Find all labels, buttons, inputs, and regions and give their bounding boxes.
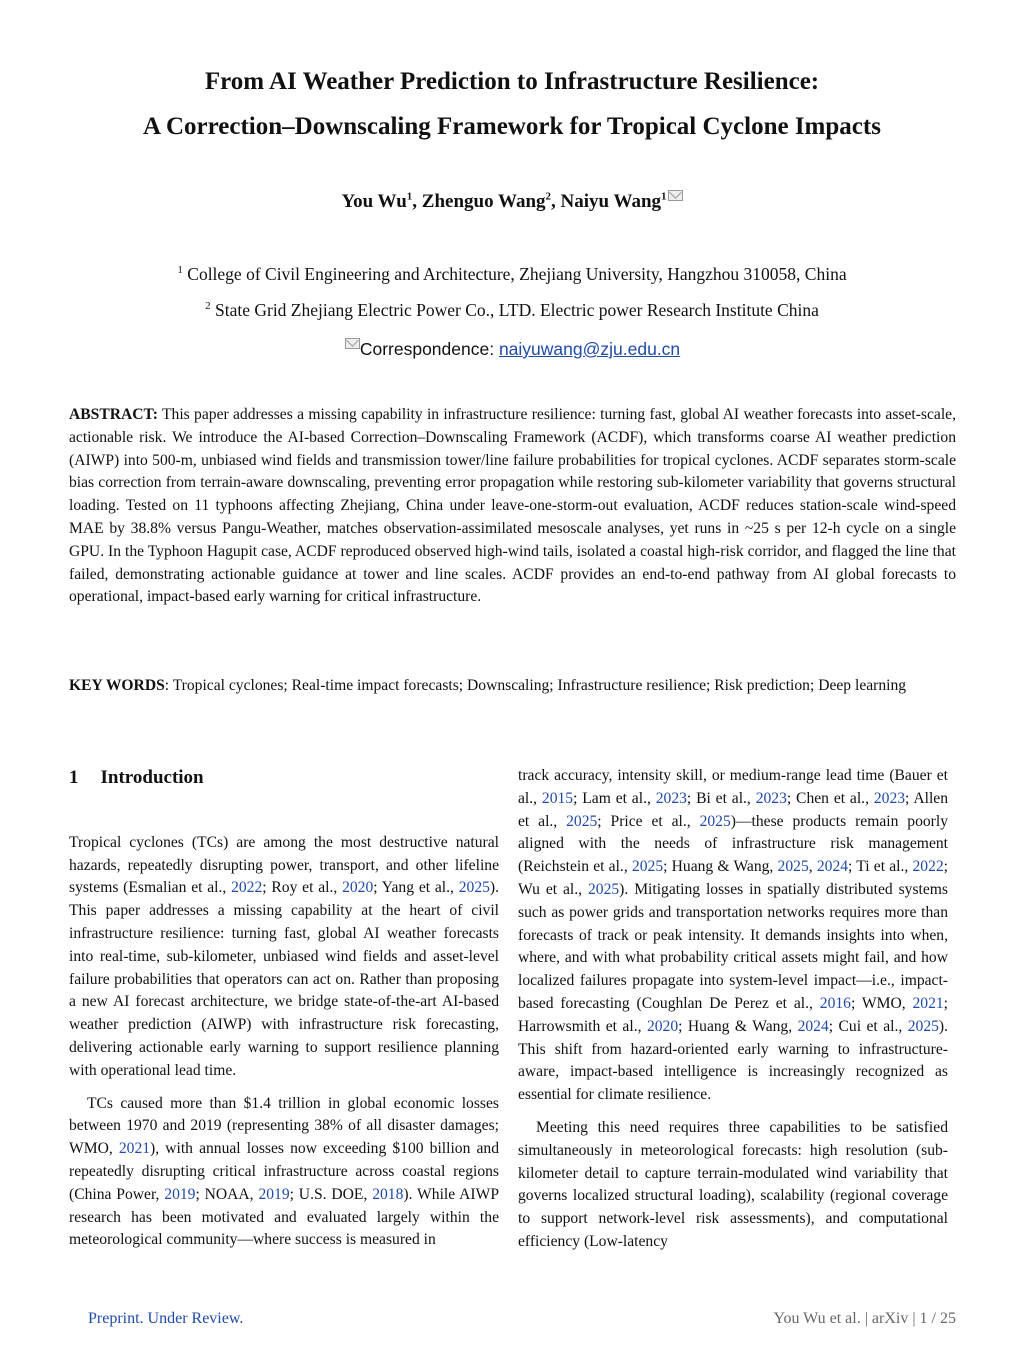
- author-name: You Wu: [341, 191, 407, 212]
- affiliation-text: College of Civil Engineering and Architecture, Zhejiang University, Hangzhou 310058, China: [187, 264, 847, 284]
- affiliation-1: [0, 264, 1024, 285]
- paragraph-text: ; Harrowsmith et al.,: [518, 994, 949, 1035]
- paragraph-text: ; NOAA,: [195, 1185, 259, 1203]
- paragraph-text: ; Cui et al.,: [828, 1017, 908, 1035]
- citation-year-link[interactable]: 2019: [164, 1185, 196, 1203]
- paragraph-text: ; Chen et al.,: [786, 789, 874, 807]
- correspondence-email-link[interactable]: naiyuwang@zju.edu.cn: [498, 339, 681, 359]
- paragraph-text: ). While AIWP research has been motivated and evaluated largely within the meteorological community—where success is measured in: [69, 1185, 499, 1249]
- affiliation-text: State Grid Zhejiang Electric Power Co., LTD. Electric power Research Institute China: [214, 300, 819, 320]
- paragraph-text: ). This shift from hazard-oriented early warning to infrastructure-aware, impact-based intelligence is increasingly recognized as essential for climate resilience.: [518, 1017, 948, 1104]
- citation-year-link[interactable]: 2019: [258, 1185, 290, 1203]
- paragraph-text: ; Yang et al.,: [373, 879, 459, 897]
- abstract: [69, 404, 956, 609]
- correspondence: [0, 338, 1024, 360]
- citation-year-link[interactable]: 2015: [541, 789, 574, 807]
- citation-year-link[interactable]: 2025: [458, 879, 490, 897]
- keywords: [69, 675, 956, 698]
- citation-year-link[interactable]: 2025: [631, 858, 664, 876]
- envelope-icon: [668, 190, 683, 201]
- abstract-text: This paper addresses a missing capability in infrastructure resilience: turning fast, global AI weather forecasts into asset-scale, actionable risk. We introduce the AI-based Correction–Downscaling Framework (ACDF), which transforms coarse AI weather prediction (AIWP) into 500-m, unbiased wind fields and transmission tower/line failure probabilities for tropical cyclones. ACDF separates storm-scale bias correction from terrain-aware downscaling, preventing error propagation while restoring sub-kilometer variability that governs structural loading. Tested on 11 typhoons affecting Zhejiang, China under leave-one-storm-out evaluation, ACDF reduces station-scale wind-speed MAE by 38.8% versus Pangu-Weather, matches observation-assimilated mesoscale analyses, yet runs in ~25 s per 12-h cycle on a single GPU. In the Typhoon Hagupit case, ACDF reproduced observed high-wind tails, isolated a coastal high-risk corridor, and flagged the line that failed, demonstrating actionable guidance at tower and line scales. ACDF provides an end-to-end pathway from AI global forecasts to operational, impact-based early warning for critical infrastructure.: [69, 406, 956, 606]
- paragraph-text: )—these products remain poorly aligned with the needs of infrastructure risk management (Reichstein et al.,: [518, 812, 948, 876]
- intro-paragraph-1: [69, 832, 499, 1083]
- author-name: Zhenguo Wang: [421, 191, 546, 212]
- citation-year-link[interactable]: 2023: [655, 789, 687, 807]
- paragraph-text: ; Allen et al.,: [518, 789, 948, 830]
- paragraph-text: ; Ti et al.,: [848, 858, 913, 876]
- affiliation-sup: 1: [177, 264, 183, 277]
- author-list: You Wu$^1$, Zhenguo Wang$^2$, Naiyu Wang$^1$: [0, 190, 1024, 213]
- keywords-label: KEY WORDS: [69, 677, 165, 694]
- author-affil-sup: 1: [406, 190, 413, 203]
- paragraph-text: ; Price et al.,: [597, 812, 700, 830]
- paragraph-text: ; Huang & Wang,: [663, 858, 778, 876]
- author-name: Naiyu Wang: [560, 191, 662, 212]
- paragraph-text: ; Lam et al.,: [573, 789, 656, 807]
- citation-year-link[interactable]: 2021: [912, 994, 944, 1012]
- citation-year-link[interactable]: 2022: [231, 879, 263, 897]
- author-affil-sup: 1: [661, 190, 667, 203]
- paragraph-text: ; Bi et al.,: [686, 789, 756, 807]
- paragraph-text: ; Huang & Wang,: [678, 1017, 798, 1035]
- citation-year-link[interactable]: 2025: [699, 812, 731, 830]
- citation-year-link[interactable]: 2025: [777, 858, 809, 876]
- author-affil-sup: 2: [545, 190, 552, 203]
- paragraph-text: ). Mitigating losses in spatially distributed systems such as power grids and transportation networks requires more than forecasts of track or peak intensity. It demands insights into when, where, and with what probability critical assets might fail, and how localized failures propagate into system-level impact—i.e., impact-based forecasting (Coughlan De Perez et al.,: [518, 880, 948, 1012]
- paragraph-text: ; Roy et al.,: [262, 879, 343, 897]
- citation-year-link[interactable]: 2023: [873, 789, 906, 807]
- section-title: Introduction: [100, 767, 204, 788]
- footer-preprint-note: Preprint. Under Review.: [88, 1310, 244, 1327]
- paragraph-text: TCs caused more than $1.4 trillion in global economic losses between 1970 and 2019 (representing 38% of all disaster damages; WMO,: [69, 1094, 499, 1158]
- paragraph-text: ; WMO,: [850, 994, 913, 1012]
- citation-year-link[interactable]: 2025: [907, 1017, 939, 1035]
- envelope-icon: [345, 338, 360, 349]
- left-column: [69, 765, 499, 1262]
- citation-year-link[interactable]: 2020: [646, 1017, 679, 1035]
- affiliation-2: [0, 300, 1024, 321]
- citation-year-link[interactable]: 2022: [912, 858, 944, 876]
- paper-title-line-1: From AI Weather Prediction to Infrastructure Resilience:: [204, 68, 820, 95]
- paragraph-text: track accuracy, intensity skill, or medium-range lead time (Bauer et al.,: [518, 767, 948, 807]
- paragraph-text: ), with annual losses now exceeding $100 billion and repeatedly disrupting critical infrastructure across coastal regions (China Power,: [69, 1140, 499, 1203]
- footer-page-info: You Wu et al. | arXiv | 1 / 25: [773, 1310, 956, 1327]
- section-heading: [69, 767, 499, 790]
- citation-year-link[interactable]: 2023: [755, 789, 787, 807]
- correspondence-label: Correspondence:: [359, 339, 499, 359]
- citation-year-link[interactable]: 2016: [819, 994, 851, 1012]
- paragraph-text: ; U.S. DOE,: [289, 1185, 373, 1203]
- citation-year-link[interactable]: 2024: [816, 858, 849, 876]
- paper-title-line-2: A Correction–Downscaling Framework for Tropical Cyclone Impacts: [143, 113, 881, 140]
- right-column: [518, 765, 948, 1264]
- affiliation-sup: 2: [205, 300, 211, 313]
- intro-paragraph-3: [518, 765, 948, 1107]
- abstract-label: ABSTRACT:: [69, 406, 158, 423]
- paragraph-text: Meeting this need requires three capabilities to be satisfied simultaneously in meteorological forecasts: high resolution (sub-kilometer detail to capture terrain-modulated wind variability that governs localized structural loading), scalability (regional coverage to support network-level risk assessments), and computational efficiency (Low-latency: [518, 1118, 948, 1250]
- paragraph-text: Tropical cyclones (TCs) are among the most destructive natural hazards, repeatedly disrupting power, transport, and other lifeline systems (Esmalian et al.,: [69, 833, 499, 897]
- citation-year-link[interactable]: 2021: [118, 1140, 151, 1158]
- paragraph-text: ; Wu et al.,: [518, 858, 949, 898]
- paragraph-text: ,: [808, 858, 817, 876]
- keywords-text: : Tropical cyclones; Real-time impact forecasts; Downscaling; Infrastructure resilience; Risk prediction; Deep learning: [164, 677, 907, 694]
- section-number: 1: [69, 767, 79, 788]
- citation-year-link[interactable]: 2024: [797, 1017, 829, 1035]
- intro-paragraph-2: [69, 1093, 499, 1253]
- citation-year-link[interactable]: 2025: [587, 880, 620, 898]
- paragraph-text: ). This paper addresses a missing capability at the heart of civil infrastructure resilience: turning fast, global AI weather forecasts into real-time, sub-kilometer, unbiased wind fields and asset-level failure probabilities that operators can act on. Rather than proposing a new AI forecast architecture, we bridge state-of-the-art AI-based weather prediction (AIWP) with infrastructure risk forecasting, delivering actionable early warning to support resilience planning with operational lead time.: [69, 879, 499, 1079]
- citation-year-link[interactable]: 2025: [566, 812, 598, 830]
- citation-year-link[interactable]: 2018: [372, 1185, 404, 1203]
- intro-paragraph-4: [518, 1117, 948, 1254]
- citation-year-link[interactable]: 2020: [342, 879, 374, 897]
